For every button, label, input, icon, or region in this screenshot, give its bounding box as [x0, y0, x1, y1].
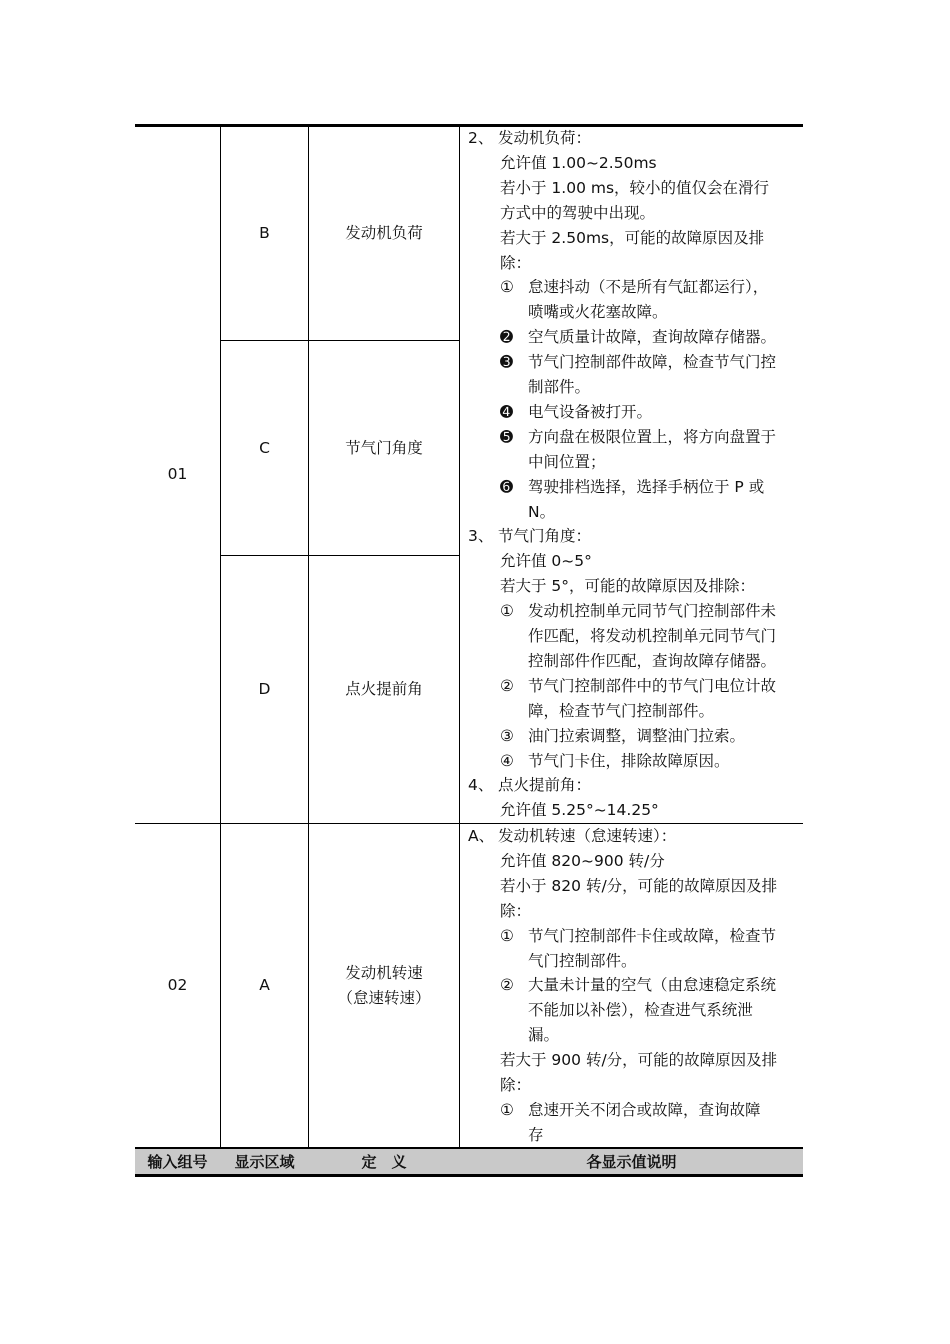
definition-cell-engine-speed	[309, 824, 459, 1147]
description-line	[528, 699, 714, 724]
description-line	[528, 500, 555, 525]
area-cell-b: B	[259, 223, 270, 242]
definition-cell-throttle-angle: 节气门角度	[345, 438, 423, 457]
description-line	[500, 201, 655, 226]
list-number: ②	[500, 976, 514, 995]
description-text: 发动机负荷：	[498, 129, 592, 147]
description-text: 节气门控制部件中的节气门电位计故	[528, 676, 777, 695]
description-line	[500, 425, 776, 450]
header-definition: 定 义	[361, 1153, 407, 1171]
description-text: 制部件。	[528, 378, 591, 396]
description-line	[500, 749, 730, 774]
description-text: 若大于 900 转/分，可能的故障原因及排	[500, 1051, 778, 1070]
description-text: 不能加以补偿），检查进气系统泄	[528, 1001, 753, 1020]
area-cell-a: A	[259, 976, 270, 994]
description-cell-02	[468, 824, 803, 1147]
description-text: 若小于 1.00 ms，较小的值仅会在滑行	[500, 178, 770, 197]
description-text: 允许值 1.00~2.50ms	[500, 153, 657, 172]
description-text: 怠速开关不闭合或故障，查询故障	[528, 1100, 761, 1119]
description-line	[500, 1098, 761, 1123]
group-cell-02: 02	[167, 976, 188, 994]
description-line	[468, 524, 591, 549]
list-number: ④	[500, 751, 514, 770]
description-text: 若大于 2.50ms，可能的故障原因及排	[500, 228, 765, 247]
description-line	[528, 1123, 544, 1148]
description-text: 障，检查节气门控制部件。	[528, 701, 715, 720]
description-line	[528, 1023, 559, 1048]
description-line	[528, 375, 590, 400]
description-text: 除：	[500, 901, 532, 920]
description-line	[500, 899, 531, 924]
description-line	[528, 649, 776, 674]
description-line	[500, 1048, 777, 1073]
section-number: A、	[468, 827, 495, 845]
description-text: 节气门卡住，排除故障原因。	[528, 751, 730, 770]
description-text: 方向盘在极限位置上，将方向盘置于	[528, 427, 777, 446]
description-text: 大量未计量的空气（由怠速稳定系统	[528, 976, 777, 995]
description-line	[528, 624, 776, 649]
group-cell-01: 01	[167, 465, 188, 483]
description-line	[468, 773, 591, 798]
description-line	[500, 1073, 531, 1098]
area-cell-c: C	[259, 438, 270, 457]
description-text: N。	[528, 502, 556, 521]
description-line	[500, 226, 764, 251]
description-text: 空气质量计故障，查询故障存储器。	[528, 328, 777, 347]
description-text: 除：	[500, 1076, 532, 1094]
description-text: 除：	[500, 253, 532, 272]
list-number: ➋	[500, 328, 513, 347]
description-line	[468, 824, 676, 849]
description-line	[500, 849, 665, 874]
header-bottom-rule	[135, 1174, 803, 1177]
description-text: 允许值 820~900 转/分	[500, 851, 665, 870]
description-text: 怠速抖动（不是所有气缸都运行），	[528, 278, 769, 297]
header-description: 各显示值说明	[586, 1153, 677, 1171]
description-text: 节气门控制部件卡住或故障，检查节	[528, 926, 777, 945]
description-line	[500, 475, 764, 500]
description-line	[500, 798, 659, 823]
description-text: 漏。	[528, 1026, 560, 1045]
description-line	[500, 400, 652, 425]
description-text: 发动机转速（怠速转速）：	[498, 827, 677, 845]
description-cell-01	[468, 126, 803, 823]
description-line	[500, 574, 755, 599]
description-line	[500, 549, 592, 574]
description-text: 存	[528, 1125, 544, 1144]
list-number: ③	[500, 726, 514, 745]
description-line	[528, 998, 753, 1023]
list-number: ①	[500, 926, 514, 945]
section-number: 3、	[468, 527, 494, 546]
header-group-number: 输入组号	[147, 1153, 208, 1171]
definition-cell-ignition-advance: 点火提前角	[345, 680, 423, 698]
description-text: 作匹配，将发动机控制单元同节气门	[528, 627, 777, 645]
definition-engine-speed-line1: 发动机转速	[345, 963, 423, 982]
description-line	[500, 176, 769, 201]
description-text: 若大于 5°，可能的故障原因及排除：	[500, 577, 756, 596]
description-line	[468, 126, 591, 151]
description-text: 中间位置；	[528, 452, 606, 471]
description-line	[528, 949, 637, 974]
section-number: 4、	[468, 776, 494, 795]
description-text: 发动机控制单元同节气门控制部件未	[528, 602, 777, 621]
description-text: 允许值 5.25°~14.25°	[500, 801, 659, 820]
description-text: 节气门控制部件故障，检查节气门控	[528, 353, 777, 372]
col-divider-3	[459, 126, 460, 1148]
list-number: ➌	[500, 353, 513, 372]
description-line	[500, 350, 776, 375]
description-line	[500, 924, 776, 949]
list-number: ②	[500, 676, 514, 695]
description-text: 气门控制部件。	[528, 951, 637, 970]
description-text: 电气设备被打开。	[528, 402, 653, 421]
description-text: 油门拉索调整，调整油门拉索。	[528, 726, 746, 745]
section-number: 2、	[468, 129, 494, 147]
description-text: 方式中的驾驶中出现。	[500, 203, 656, 222]
list-number: ➎	[500, 427, 513, 446]
area-cell-d: D	[258, 680, 271, 698]
definition-cell-engine-load: 发动机负荷	[345, 223, 423, 242]
description-line	[528, 450, 606, 475]
description-text: 允许值 0~5°	[500, 552, 592, 571]
list-number: ①	[500, 1100, 514, 1119]
description-text: 点火提前角：	[498, 776, 592, 795]
description-line	[500, 275, 768, 300]
list-number: ➍	[500, 402, 513, 421]
description-text: 若小于 820 转/分，可能的故障原因及排	[500, 876, 778, 895]
list-number: ➏	[500, 477, 513, 496]
description-line	[500, 325, 776, 350]
description-line	[500, 874, 777, 899]
description-line	[500, 599, 776, 624]
description-line	[500, 251, 531, 276]
description-line	[500, 973, 776, 998]
description-line	[528, 300, 668, 325]
description-text: 驾驶排档选择，选择手柄位于 P 或	[528, 477, 765, 496]
description-line	[500, 724, 745, 749]
definition-engine-speed-line2: （怠速转速）	[337, 988, 431, 1007]
description-text: 喷嘴或火花塞故障。	[528, 303, 668, 322]
description-line	[500, 674, 776, 699]
description-line	[500, 151, 657, 176]
list-number: ①	[500, 602, 514, 621]
description-text: 控制部件作匹配，查询故障存储器。	[528, 651, 777, 670]
list-number: ①	[500, 278, 514, 297]
header-display-area: 显示区域	[234, 1153, 295, 1171]
description-text: 节气门角度：	[498, 527, 592, 546]
